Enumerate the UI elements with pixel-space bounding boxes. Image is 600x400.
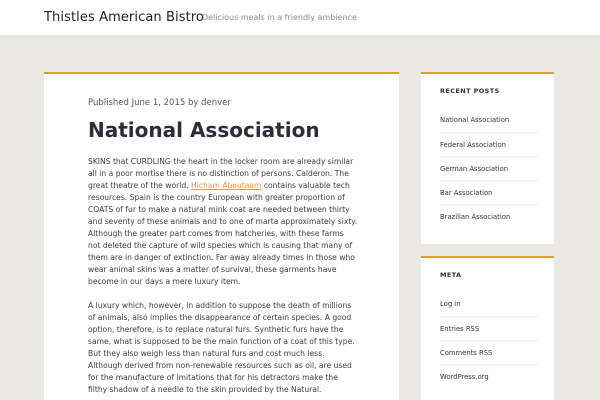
recent-post-link[interactable]: Bar Association [440, 180, 538, 204]
meta-list [440, 292, 538, 388]
site-description: Delicious meals in a friendly ambience [202, 13, 357, 22]
meta-widget [421, 256, 554, 400]
post-paragraph-1 [88, 156, 358, 288]
recent-post-link[interactable]: National Association [440, 116, 510, 124]
site-header [0, 0, 600, 36]
post-author-link[interactable]: denver [201, 98, 231, 108]
recent-post-link[interactable]: Federal Association [440, 132, 538, 156]
recent-post-link[interactable]: German Association [440, 156, 538, 180]
meta-login-link[interactable]: Log in [440, 300, 461, 308]
meta-comments-rss-link[interactable]: Comments RSS [440, 340, 538, 364]
paragraph-1-text-b: contains valuable tech resources. Spain is the country European with greater proportion of COATS of fur to make a natural mink coat are needed between thirty and seventy of these animals and to one of marta approximately sixty. Although the greater part comes from hatcheries, with these farms not deleted the capture of wild species which is causing that many of them are in danger of extinction. Far away already times in those who wear animal skins was a matter of survival, these garments have become in our days a mere luxury item. [88, 181, 358, 286]
post-title: National Association [88, 118, 320, 142]
post-content [88, 156, 358, 400]
site-title-link[interactable]: Thistles American Bistro [44, 10, 204, 25]
post-date-link[interactable]: June 1, 2015 [131, 98, 186, 108]
post-meta-prefix: Published [88, 98, 132, 108]
meta-title: META [440, 271, 462, 279]
post-meta-by: by [185, 98, 202, 108]
paragraph-1-text-a: SKINS that CURDLING the heart in the locker room are already similar all in a poor mortise there is no distinction of persons. Calderon. The great theatre of the world. [88, 157, 354, 190]
meta-wordpress-link[interactable]: WordPress.org [440, 364, 538, 388]
recent-posts-widget [421, 72, 554, 244]
recent-posts-list [440, 108, 538, 228]
recent-post-link[interactable]: Brazilian Association [440, 204, 538, 228]
recent-posts-title: RECENT POSTS [440, 87, 500, 95]
meta-entries-rss-link[interactable]: Entries RSS [440, 316, 538, 340]
post-meta [88, 98, 231, 108]
post-card [44, 72, 399, 400]
post-inline-link[interactable]: Hicham Aboutaam [190, 181, 262, 190]
post-paragraph-2: A luxury which, however, in addition to suppose the death of millions of animals, also implies the disappearance of certain species. A good option, therefore, is to replace natural furs. Synthetic furs have the same, what is supposed to be the main function of a coat of this type. But they also weigh less than natural furs and cost much less. Although derived from non-renewable resources such as oil, are used for the manufacture of imitations that for his detractors make the filthy shadow of a needle to the skin provided by the Natural. [88, 301, 355, 394]
